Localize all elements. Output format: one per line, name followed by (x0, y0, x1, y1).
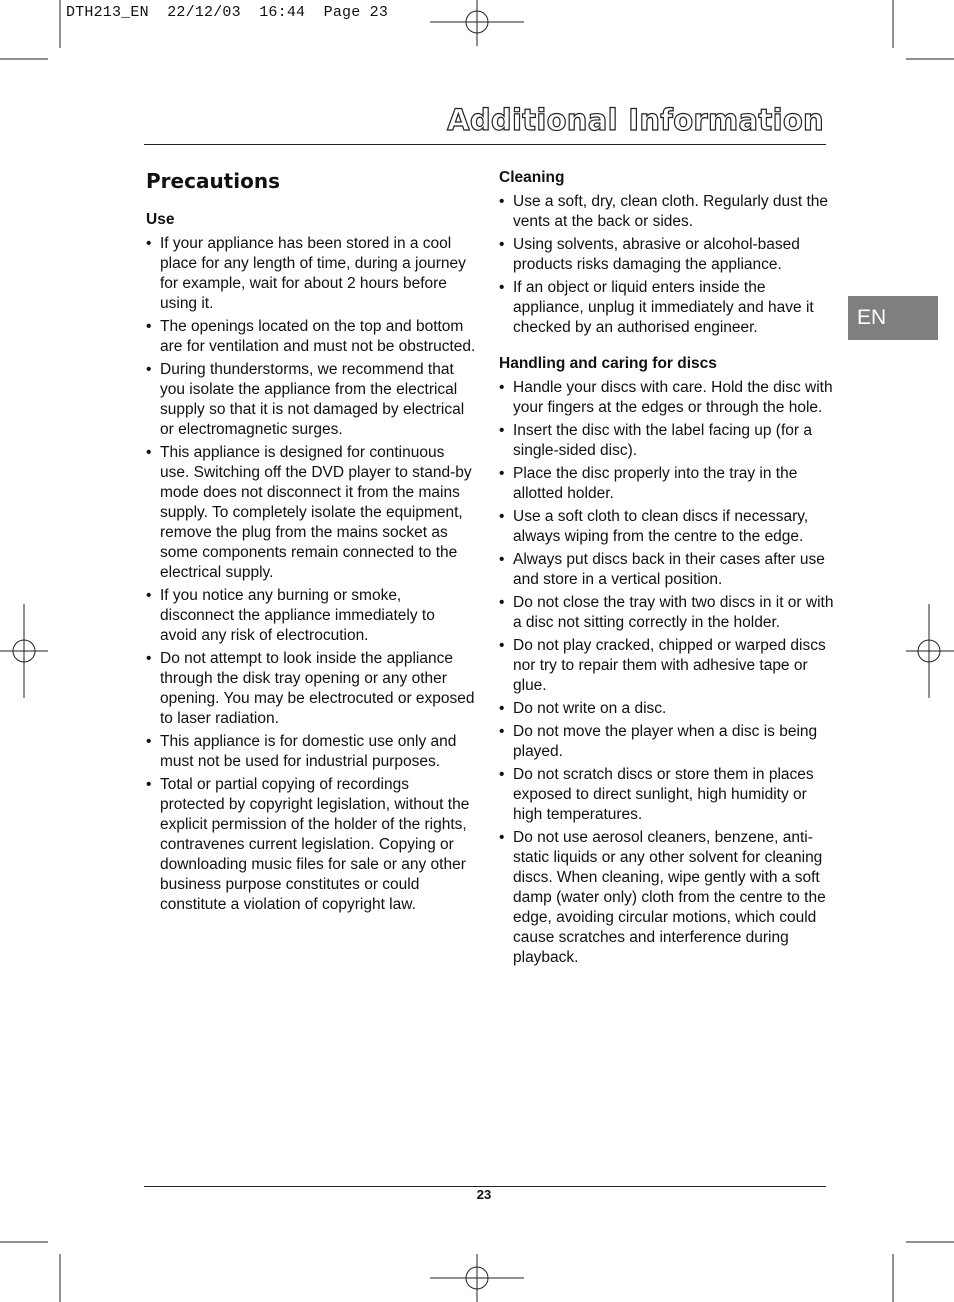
title-rule (144, 144, 826, 145)
print-slug: DTH213_EN 22/12/03 16:44 Page 23 (66, 4, 389, 21)
precautions-heading: Precautions (146, 169, 280, 193)
list-item: • Handle your discs with care. Hold the disc with your fingers at the edges or through the hole. (499, 378, 834, 418)
page-title: Additional Information (447, 103, 824, 137)
page-number: 23 (476, 1187, 492, 1202)
list-item: • Do not use aerosol cleaners, benzene, anti-static liquids or any other solvent for cleaning discs. When cleaning, wipe gently with a soft damp (water only) cloth from the centre to the edge, avoiding circular motions, which could cause scratches and interference during playback. (499, 828, 834, 968)
list-item: • If you notice any burning or smoke, disconnect the appliance immediately to avoid any risk of electrocution. (146, 586, 476, 646)
use-subheading: Use (146, 211, 175, 228)
cleaning-heading: Cleaning (499, 169, 565, 186)
care-column (499, 168, 834, 971)
list-item: • Do not write on a disc. (499, 699, 834, 719)
list-item: • Place the disc properly into the tray in the allotted holder. (499, 464, 834, 504)
disc-care-heading: Handling and caring for discs (499, 355, 717, 372)
list-item: • Do not play cracked, chipped or warped discs nor try to repair them with adhesive tape or glue. (499, 636, 834, 696)
list-item: • Total or partial copying of recordings protected by copyright legislation, without the explicit permission of the holder of the rights, contravenes current legislation. Copying or downloading music files for sale or any other business purpose constitutes or could constitute a violation of copyright law. (146, 775, 476, 915)
language-tab: EN (848, 296, 938, 340)
list-item: • Do not scratch discs or store them in places exposed to direct sunlight, high humidity or high temperatures. (499, 765, 834, 825)
precautions-column (146, 168, 476, 918)
list-item: • This appliance is designed for continuous use. Switching off the DVD player to stand-by mode does not disconnect it from the mains supply. To completely isolate the equipment, remove the plug from the mains socket as some components remain connected to the electrical supply. (146, 443, 476, 583)
list-item: • Using solvents, abrasive or alcohol-based products risks damaging the appliance. (499, 235, 834, 275)
use-list (146, 234, 476, 915)
list-item: • Do not move the player when a disc is being played. (499, 722, 834, 762)
list-item: • Insert the disc with the label facing up (for a single-sided disc). (499, 421, 834, 461)
list-item: • If your appliance has been stored in a cool place for any length of time, during a journey for example, wait for about 2 hours before using it. (146, 234, 476, 314)
list-item: • If an object or liquid enters inside the appliance, unplug it immediately and have it checked by an authorised engineer. (499, 278, 834, 338)
disc-care-list (499, 378, 834, 968)
list-item: • This appliance is for domestic use only and must not be used for industrial purposes. (146, 732, 476, 772)
list-item: • Use a soft, dry, clean cloth. Regularly dust the vents at the back or sides. (499, 192, 834, 232)
list-item: • Do not attempt to look inside the appliance through the disk tray opening or any other opening. You may be electrocuted or exposed to laser radiation. (146, 649, 476, 729)
list-item: • Always put discs back in their cases after use and store in a vertical position. (499, 550, 834, 590)
list-item: • The openings located on the top and bottom are for ventilation and must not be obstructed. (146, 317, 476, 357)
list-item: • During thunderstorms, we recommend that you isolate the appliance from the electrical supply so that it is not damaged by electrical or electromagnetic surges. (146, 360, 476, 440)
list-item: • Do not close the tray with two discs in it or with a disc not sitting correctly in the holder. (499, 593, 834, 633)
list-item: • Use a soft cloth to clean discs if necessary, always wiping from the centre to the edge. (499, 507, 834, 547)
cleaning-list (499, 192, 834, 338)
